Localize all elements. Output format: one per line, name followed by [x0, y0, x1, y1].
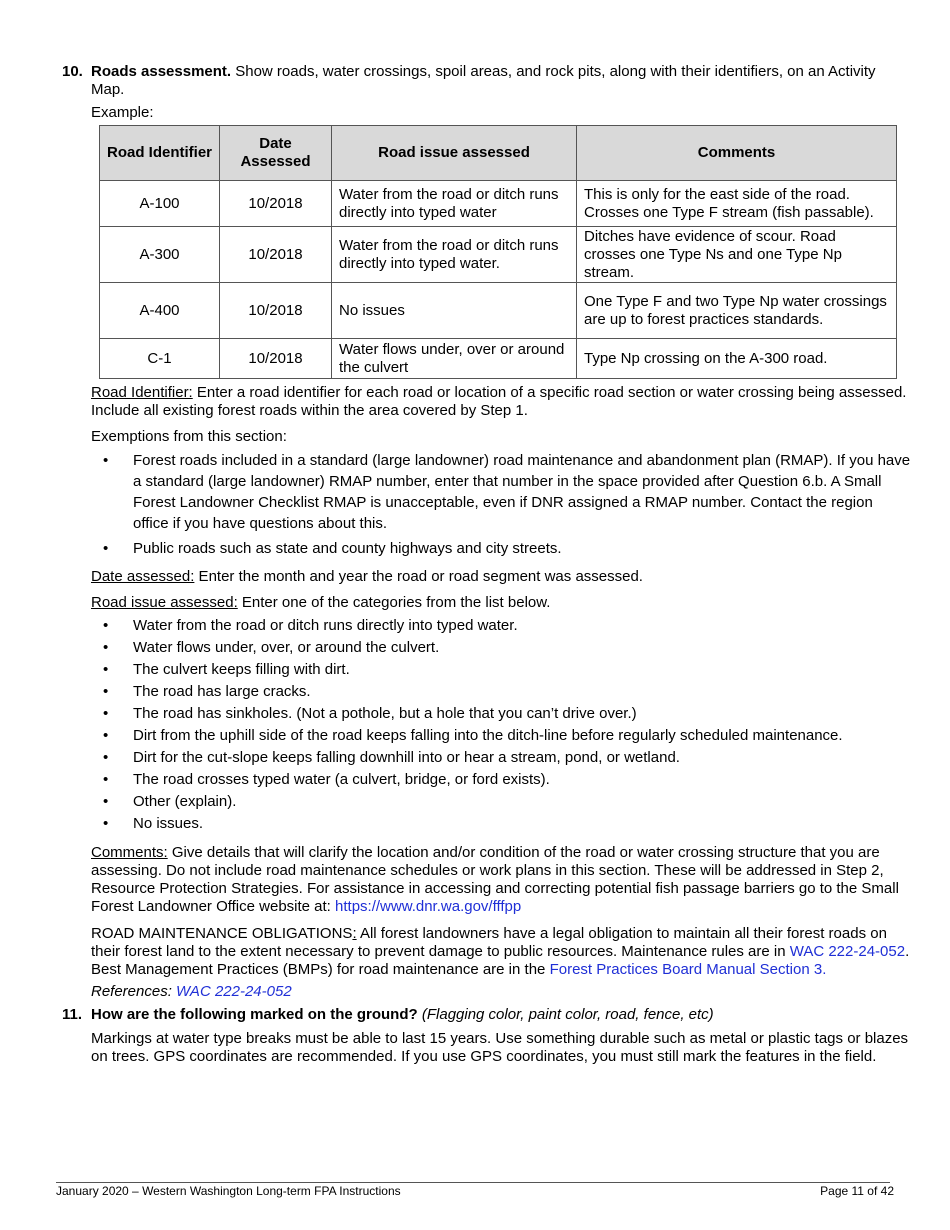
question-11-text: Markings at water type breaks must be able to last 15 years. Use something durable such as metal or plastic tags or blazes on trees. GPS coordinates are recommended. If you use GPS coordinates, you must still mark the features in the field.	[91, 1030, 909, 1065]
road-issue-list	[91, 615, 912, 835]
cell-comments: One Type F and two Type Np water crossings are up to forest practices standards.	[577, 283, 897, 339]
footer-left: January 2020 – Western Washington Long-term FPA Instructions	[56, 1184, 401, 1198]
question-11-number: 11.	[62, 1006, 83, 1023]
road-identifier-paragraph: Road Identifier: Enter a road identifier for each road or location of a specific road section or water crossing being assessed. Include all existing forest roads within the area covered by Step 1.	[91, 384, 907, 419]
table-row	[100, 181, 897, 227]
list-item: • Dirt from the uphill side of the road keeps falling into the ditch-line before regularly scheduled maintenance.	[91, 725, 912, 747]
table-row	[100, 339, 897, 379]
footer-divider	[56, 1182, 890, 1183]
references-paragraph	[91, 983, 912, 1001]
question-11	[62, 1006, 912, 1066]
cell-road-id: A-300	[100, 227, 220, 283]
cell-issue: No issues	[332, 283, 577, 339]
road-issue-label: Road issue assessed:	[91, 594, 238, 611]
table-row	[100, 227, 897, 283]
question-11-subtitle: (Flagging color, paint color, road, fence, etc)	[417, 1006, 714, 1023]
list-item: • Forest roads included in a standard (large landowner) road maintenance and abandonment plan (RMAP). If you have a standard (large landowner) RMAP number, enter that number in the space provided after Question 6.b. A Small Forest Landowner Checklist RMAP is unacceptable, even if DNR assigned a RMAP number. Contact the region office if you have questions about this.	[91, 450, 912, 534]
comments-label: Comments:	[91, 844, 168, 861]
cell-comments: This is only for the east side of the road. Crosses one Type F stream (fish passable).	[577, 181, 897, 227]
list-item: • The road crosses typed water (a culvert, bridge, or ford exists).	[91, 769, 912, 791]
road-identifier-label: Road Identifier:	[91, 384, 193, 401]
header-date-assessed: Date Assessed	[220, 126, 332, 181]
question-10-intro: Roads assessment. Show roads, water crossings, spoil areas, and rock pits, along with their identifiers, on an Activity Map.	[91, 63, 876, 98]
list-item: • Dirt for the cut-slope keeps falling downhill into or hear a stream, pond, or wetland.	[91, 747, 912, 769]
cell-date: 10/2018	[220, 227, 332, 283]
cell-comments: Type Np crossing on the A-300 road.	[577, 339, 897, 379]
list-item: • The culvert keeps filling with dirt.	[91, 659, 912, 681]
cell-issue: Water from the road or ditch runs directly into typed water	[332, 181, 577, 227]
cell-issue: Water from the road or ditch runs directly into typed water.	[332, 227, 577, 283]
table-row	[100, 283, 897, 339]
cell-date: 10/2018	[220, 181, 332, 227]
cell-road-id: A-400	[100, 283, 220, 339]
wac-link[interactable]: WAC 222-24-052	[789, 943, 906, 960]
board-manual-link[interactable]: Forest Practices Board Manual Section 3.	[549, 961, 827, 978]
header-road-identifier: Road Identifier	[100, 126, 220, 181]
maintenance-label: ROAD MAINTENANCE OBLIGATIONS	[91, 925, 353, 942]
date-assessed-paragraph: Date assessed: Enter the month and year the road or road segment was assessed.	[91, 568, 643, 585]
list-item: • The road has large cracks.	[91, 681, 912, 703]
list-item: • The road has sinkholes. (Not a pothole, but a hole that you can’t drive over.)	[91, 703, 912, 725]
question-10-number: 10.	[62, 63, 83, 80]
question-10-details	[62, 384, 912, 1001]
date-assessed-label: Date assessed:	[91, 568, 195, 585]
references-label: References:	[91, 983, 177, 1000]
cell-issue: Water flows under, over or around the culvert	[332, 339, 577, 379]
comments-paragraph: Comments: Give details that will clarify the location and/or condition of the road or water crossing structure that you are assessing. Do not include road maintenance schedules or work plans in this section. These will be addressed in Step 2, Resource Protection Strategies. For assistance in accessing and correcting potential fish passage barriers go to the Small Forest Landowner Office website at: https://www.dnr.wa.gov/fffpp	[91, 844, 899, 915]
question-10-title: Roads assessment.	[91, 63, 232, 80]
list-item: • Other (explain).	[91, 791, 912, 813]
list-item: • No issues.	[91, 813, 912, 835]
road-assessment-table	[99, 125, 897, 379]
cell-date: 10/2018	[220, 283, 332, 339]
exemptions-label: Exemptions from this section:	[91, 428, 287, 445]
table-header-row	[100, 126, 897, 181]
question-11-title: How are the following marked on the ground?	[91, 1006, 418, 1023]
exemptions-list	[91, 450, 912, 559]
header-road-issue: Road issue assessed	[332, 126, 577, 181]
footer-page-number: Page 11 of 42	[820, 1184, 894, 1198]
list-item: • Public roads such as state and county highways and city streets.	[91, 538, 912, 559]
list-item: • Water flows under, over, or around the culvert.	[91, 637, 912, 659]
cell-road-id: C-1	[100, 339, 220, 379]
cell-road-id: A-100	[100, 181, 220, 227]
references-wac-link[interactable]: WAC 222-24-052	[176, 983, 292, 1000]
question-11-heading	[91, 1006, 912, 1024]
question-10	[62, 63, 912, 122]
cell-date: 10/2018	[220, 339, 332, 379]
list-item: • Water from the road or ditch runs directly into typed water.	[91, 615, 912, 637]
maintenance-paragraph: ROAD MAINTENANCE OBLIGATIONS: All forest landowners have a legal obligation to maintain all their forest roads on their forest land to the extent necessary to prevent damage to public resources. Maintenance rules are in WAC 222-24-052. Best Management Practices (BMPs) for road maintenance are in the Forest Practices Board Manual Section 3.	[91, 925, 910, 978]
cell-comments: Ditches have evidence of scour. Road crosses one Type Ns and one Type Np stream.	[577, 227, 897, 283]
example-label: Example:	[91, 104, 154, 121]
road-issue-paragraph: Road issue assessed: Enter one of the categories from the list below.	[91, 594, 551, 611]
header-comments: Comments	[577, 126, 897, 181]
fffpp-link[interactable]: https://www.dnr.wa.gov/fffpp	[335, 898, 522, 915]
